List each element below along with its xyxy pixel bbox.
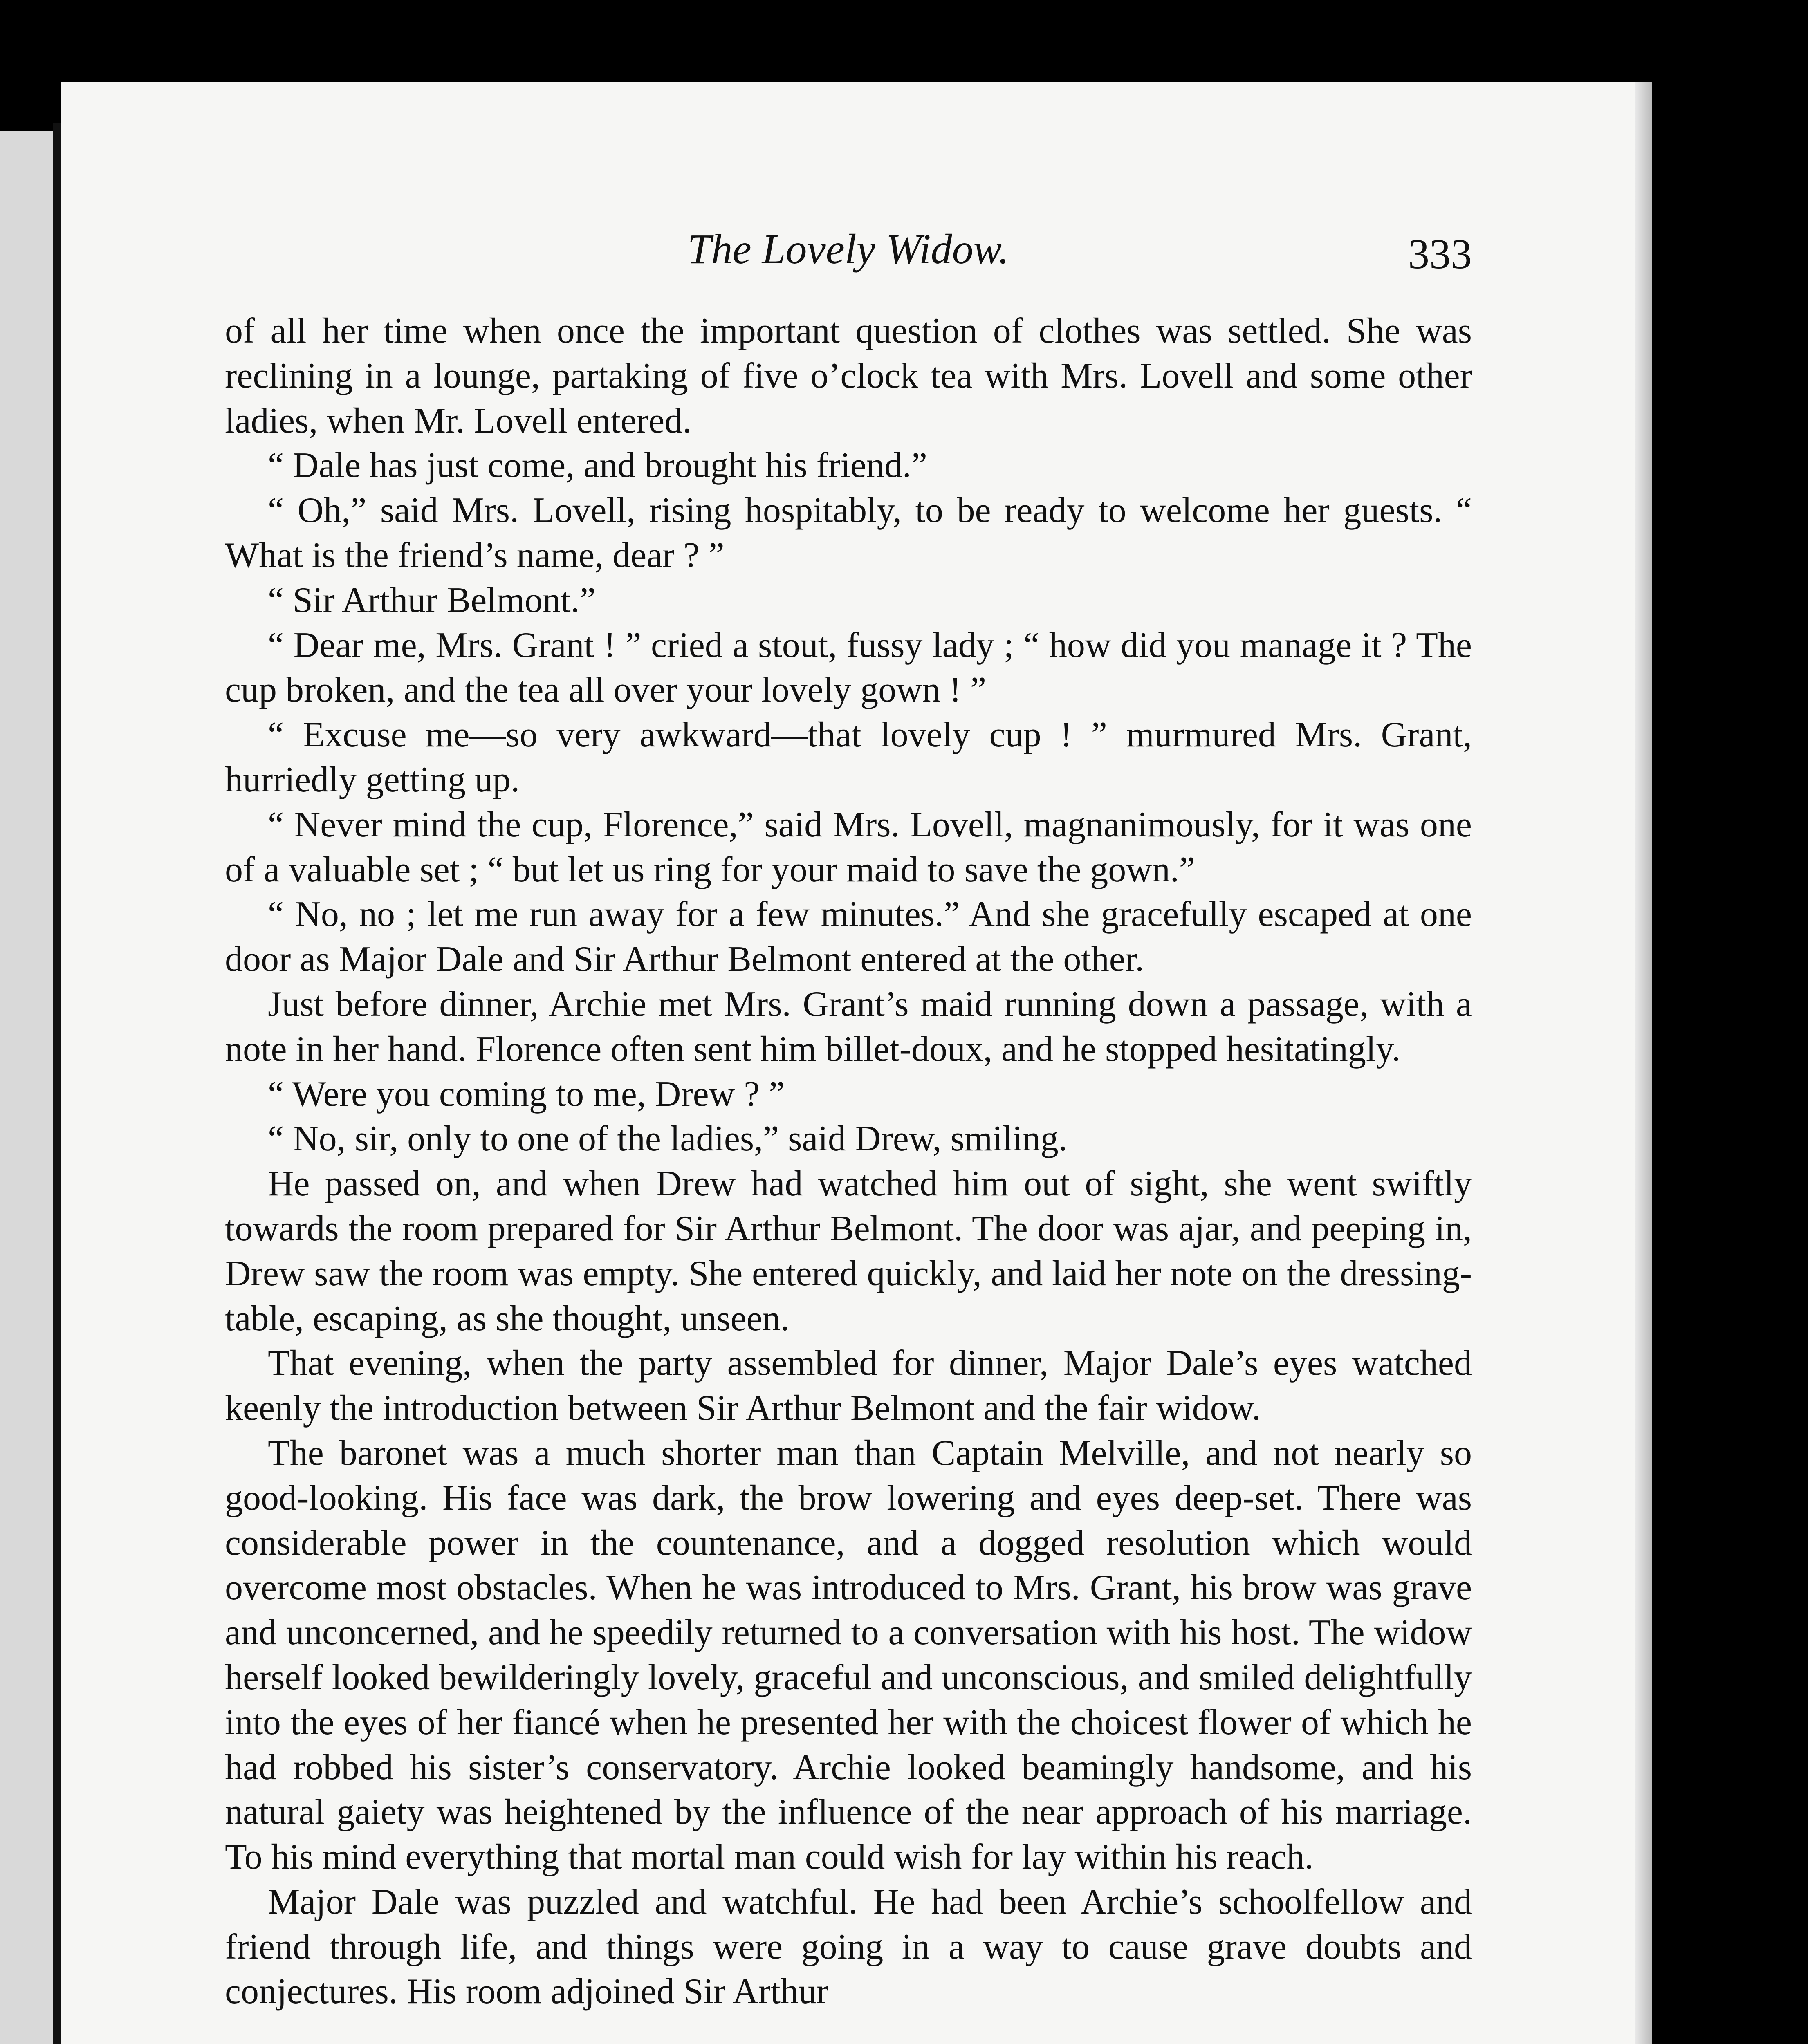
paragraph: “ Dale has just come, and brought his friend.” bbox=[268, 446, 927, 486]
paragraph: Major Dale was puzzled and watchful. He had been Archie’s schoolfellow and friend through life, and things were going in a way to cause grave doubts and conjectures. His room adjoined Sir Arthur bbox=[225, 1882, 1472, 2012]
left-page-edge bbox=[0, 131, 53, 2044]
page-number: 333 bbox=[1408, 231, 1472, 278]
book-page bbox=[61, 82, 1652, 2044]
paragraph: of all her time when once the important question of clothes was settled. She was reclining in a lounge, partaking of five o’clock tea with Mrs. Lovell and some other ladies, when Mr. Lovell entered. bbox=[225, 311, 1472, 441]
paragraph: “ Sir Arthur Belmont.” bbox=[268, 580, 596, 620]
paragraph: Just before dinner, Archie met Mrs. Grant’s maid running down a passage, with a note in her hand. Florence often sent him billet-doux, and he stopped hesitatingly. bbox=[225, 984, 1472, 1069]
page-header bbox=[225, 221, 1472, 286]
paragraph: That evening, when the party assembled for dinner, Major Dale’s eyes watched keenly the introduction between Sir Arthur Belmont and the fair widow. bbox=[225, 1343, 1472, 1428]
paragraph: “ No, no ; let me run away for a few minutes.” And she gracefully escaped at one door as Major Dale and Sir Arthur Belmont entered at the other. bbox=[225, 894, 1472, 979]
paragraph: “ No, sir, only to one of the ladies,” said Drew, smiling. bbox=[268, 1119, 1068, 1159]
body-text bbox=[225, 309, 1472, 2014]
paragraph: “ Excuse me—so very awkward—that lovely cup ! ” murmured Mrs. Grant, hurriedly getting up. bbox=[225, 715, 1472, 800]
paragraph: “ Never mind the cup, Florence,” said Mrs. Lovell, magnanimously, for it was one of a valuable set ; “ but let us ring for your maid to save the gown.” bbox=[225, 805, 1472, 890]
page-right-edge bbox=[1635, 82, 1652, 2044]
running-title: The Lovely Widow. bbox=[687, 226, 1009, 273]
paragraph: “ Were you coming to me, Drew ? ” bbox=[268, 1074, 785, 1114]
paragraph: “ Oh,” said Mrs. Lovell, rising hospitably, to be ready to welcome her guests. “ What is the friend’s name, dear ? ” bbox=[225, 491, 1472, 575]
paragraph: The baronet was a much shorter man than Captain Melville, and not nearly so good-looking. His face was dark, the brow lowering and eyes deep-set. There was considerable power in the countenance, and a dogged resolution which would overcome most obstacles. When he was introduced to Mrs. Grant, his brow was grave and unconcerned, and he speedily returned to a conversation with his host. The widow herself looked bewilderingly lovely, graceful and unconscious, and smiled delightfully into the eyes of her fiancé when he presented her with the choicest flower of which he had robbed his sister’s conservatory. Archie looked beamingly handsome, and his natural gaiety was heightened by the influence of the near approach of his marriage. To his mind everything that mortal man could wish for lay within his reach. bbox=[225, 1433, 1472, 1877]
paragraph: He passed on, and when Drew had watched him out of sight, she went swiftly towards the room prepared for Sir Arthur Belmont. The door was ajar, and peeping in, Drew saw the room was empty. She entered quickly, and laid her note on the dressing-table, escaping, as she thought, unseen. bbox=[225, 1164, 1472, 1338]
paragraph: “ Dear me, Mrs. Grant ! ” cried a stout, fussy lady ; “ how did you manage it ? The cup broken, and the tea all over your lovely gown ! ” bbox=[225, 625, 1472, 710]
